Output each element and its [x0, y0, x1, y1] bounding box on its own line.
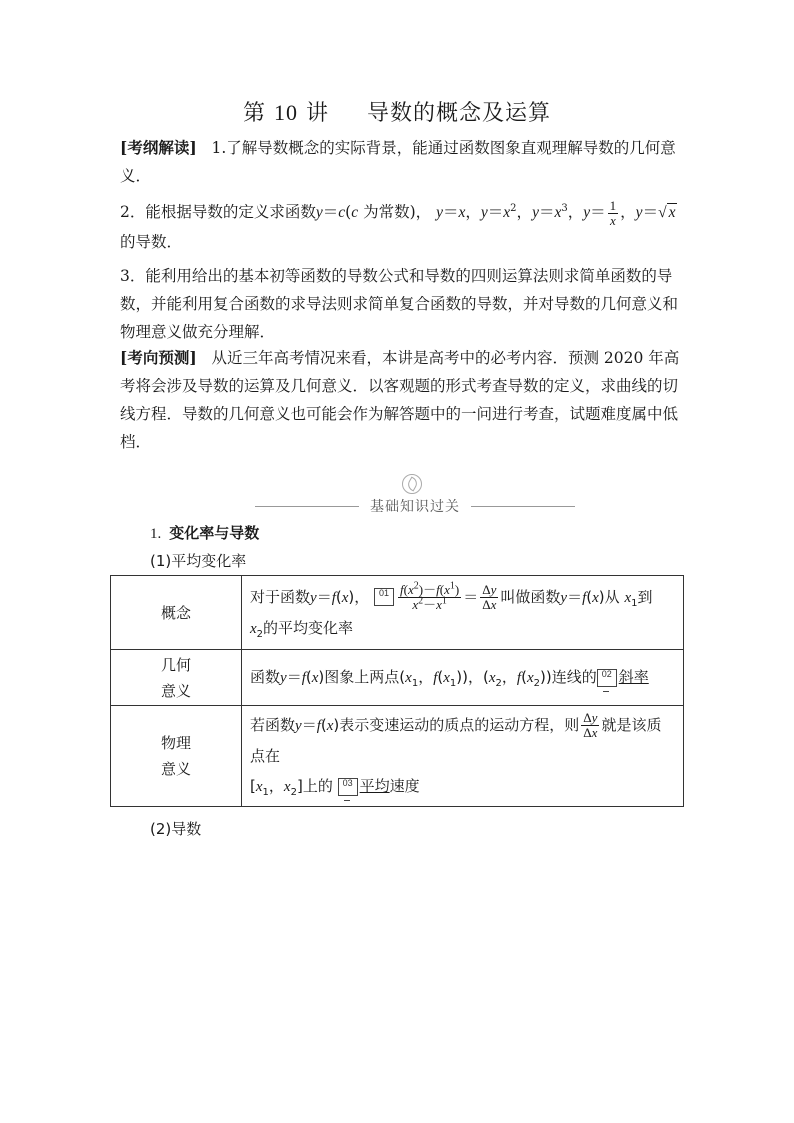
subsection-average-rate: (1)平均变化率	[150, 552, 247, 570]
forecast-paragraph	[120, 344, 680, 456]
row-key-geometry: 几何 意义	[111, 650, 242, 706]
title-mid: 讲	[305, 101, 329, 126]
title-number: 10	[273, 100, 298, 125]
sqrt-x: √ x	[658, 204, 676, 221]
answer-average: 平均	[359, 777, 390, 795]
syllabus-item2-text: 2．能根据导数的定义求函数	[120, 203, 316, 221]
row-key-physics: 物理 意义	[111, 706, 242, 807]
table-row	[111, 576, 684, 650]
syllabus-item-2: 2．能根据导数的定义求函数y＝c(c 为常数)， y＝x，$y=x^2$，$y=x^3$，y＝ $\frac{1}{x}$ ，y＝√ x 的导数．	[120, 197, 676, 251]
table-row	[111, 706, 684, 807]
row-value-geometry: 函数y＝f(x)图象上两点($x_1$，$f(x_1)$)，($x_2$，$f(x_2)$)连线的 02 斜率	[242, 650, 684, 706]
answer-slope: 斜率	[618, 668, 649, 686]
section-number: 1.	[150, 526, 162, 542]
rate-of-change-table	[110, 575, 684, 807]
section-label: 变化率与导数	[169, 524, 260, 542]
title-prefix: 第	[242, 101, 266, 126]
syllabus-item-3	[120, 262, 680, 346]
leaf-icon	[402, 474, 422, 494]
row-key-concept: 概念	[111, 576, 242, 650]
section-divider	[255, 496, 575, 516]
row-value-concept: 对于函数y＝f(x)， 01 $\frac{f(x^2)-f(x^1)}{x^2-x^1}$ ＝ $\frac{\Delta y}{\Delta x}$ 叫做函数y＝f(x)从 $x_1$到 $x_2$的平均变化率	[242, 576, 684, 650]
forecast-tag: [考向预测]	[120, 348, 197, 367]
forecast-text: 从近三年高考情况来看，本讲是高考中的必考内容．预测 2020 年高考将会涉及导数的运算及几何意义．以客观题的形式考查导数的定义，求曲线的切线方程．导数的几何意义也可能会作为解答题中的一问进行考查，试题难度属中低档．	[120, 349, 680, 451]
subsection-derivative: (2)导数	[150, 820, 202, 838]
answer-box-01: 01	[374, 588, 394, 606]
syllabus-item1-text: 1.了解导数概念的实际背景，能通过函数图象直观理解导数的几何意义．	[120, 139, 676, 185]
fraction-1-over-x: $\frac{1}{x}$	[609, 197, 617, 228]
divider-label: 基础知识过关	[370, 499, 460, 515]
syllabus-item-1	[120, 134, 680, 190]
section-heading	[150, 522, 259, 543]
answer-box-02: 02	[597, 669, 617, 687]
syllabus-item2-text-b: 为常数)，	[363, 203, 432, 221]
table-row	[111, 650, 684, 706]
page-title	[0, 96, 794, 127]
answer-box-03: 03	[338, 778, 358, 796]
row-value-physics: 若函数y＝f(x)表示变速运动的质点的运动方程，则 $\frac{\Delta y}{\Delta x}$ 就是该质点在 [$x_1$，$x_2$]上的 03 平均速度	[242, 706, 684, 807]
syllabus-item3-text: 3．能利用给出的基本初等函数的导数公式和导数的四则运算法则求简单函数的导数，并能利用复合函数的求导法则求简单复合函数的导数，并对导数的几何意义和物理意义做充分理解．	[120, 267, 679, 341]
syllabus-tag: [考纲解读]	[120, 138, 197, 157]
title-main: 导数的概念及运算	[367, 101, 552, 126]
syllabus-item2-end: 的导数．	[120, 232, 183, 251]
